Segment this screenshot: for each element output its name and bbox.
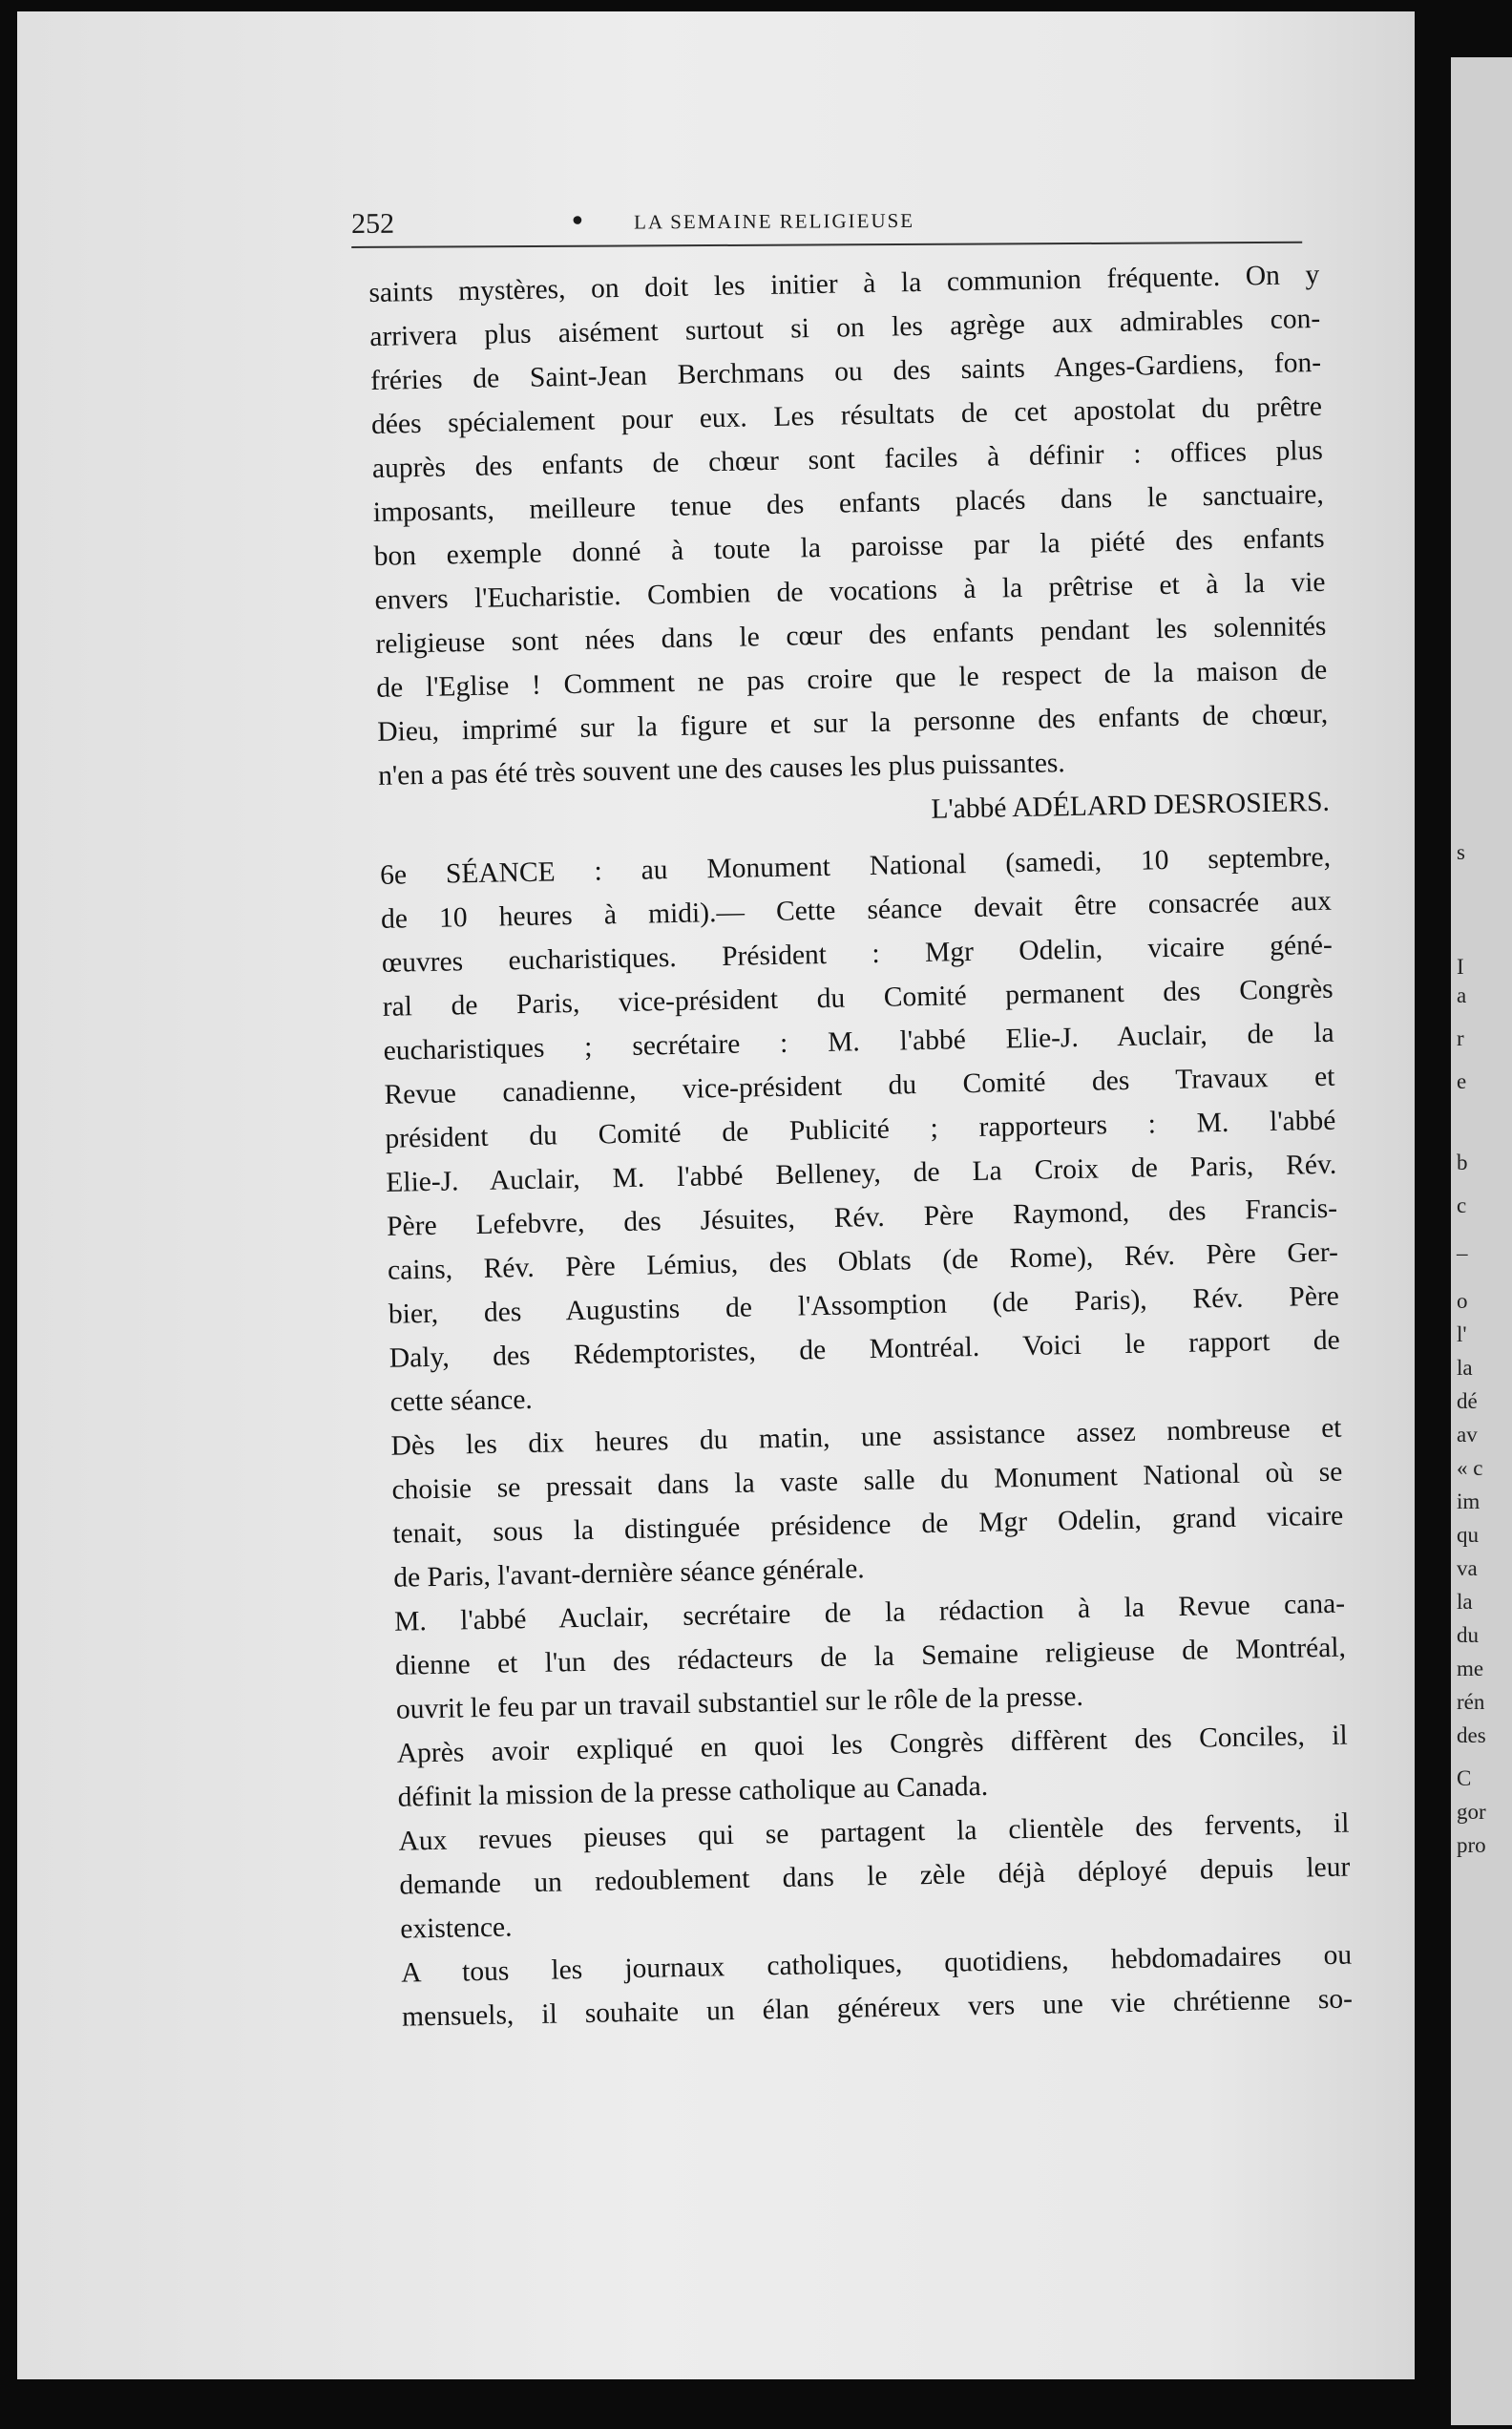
text-line: Dès les dix heures du matin, une assistance assez nombreuse et — [390, 1412, 1342, 1462]
running-title: LA SEMAINE RELIGIEUSE — [634, 208, 915, 234]
adjacent-page-fragment: du — [1457, 1623, 1479, 1647]
text-line: A tous les journaux catholiques, quotidiens, hebdomadaires ou — [400, 1939, 1353, 1989]
adjacent-page-fragment: a — [1457, 983, 1467, 1007]
text-line: Père Lefebvre, des Jésuites, Rév. Père Raymond, des Francis- — [386, 1193, 1338, 1242]
body-text — [368, 253, 1353, 2039]
adjacent-page-fragment: b — [1457, 1151, 1468, 1174]
adjacent-page-fragment: im — [1457, 1489, 1480, 1513]
adjacent-page-fragment: o — [1457, 1289, 1468, 1313]
text-line: Dieu, imprimé sur la figure et sur la personne des enfants de chœur, — [376, 698, 1329, 748]
adjacent-page-fragment: s — [1457, 840, 1465, 864]
page-number: 252 — [351, 207, 395, 240]
text-line: cette séance. — [389, 1383, 534, 1418]
adjacent-page-edge — [1451, 57, 1512, 2425]
adjacent-page-fragment: C — [1457, 1766, 1472, 1790]
adjacent-page-fragment: des — [1457, 1723, 1486, 1747]
adjacent-page-fragment: la — [1457, 1590, 1473, 1614]
adjacent-page-fragment: I — [1457, 955, 1464, 979]
text-line: envers l'Eucharistie. Combien de vocations à la prêtrise et à la vie — [374, 566, 1326, 616]
text-line: Revue canadienne, vice-président du Comité des Travaux et — [384, 1061, 1335, 1110]
text-line: imposants, meilleure tenue des enfants placés dans le sanctuaire, — [372, 478, 1324, 528]
text-line: de l'Eglise ! Comment ne pas croire que le respect de la maison de — [376, 654, 1328, 704]
adjacent-page-fragment: gor — [1457, 1800, 1486, 1824]
text-line: n'en a pas été très souvent une des causes les plus puissantes. — [377, 748, 1066, 792]
adjacent-page-fragment: – — [1457, 1241, 1468, 1265]
text-line: Daly, des Rédemptoristes, de Montréal. Voici le rapport de — [388, 1324, 1340, 1374]
adjacent-page-fragment: dé — [1457, 1389, 1478, 1413]
text-line: dienne et l'un des rédacteurs de la Semaine religieuse de Montréal, — [394, 1632, 1347, 1681]
adjacent-page-fragment: l' — [1457, 1322, 1467, 1346]
adjacent-page-fragment: av — [1457, 1423, 1478, 1447]
text-line: dées spécialement pour eux. Les résultats de cet apostolat du prêtre — [370, 391, 1323, 440]
text-line: 6e SÉANCE : au Monument National (samedi, 10 septembre, — [379, 841, 1332, 891]
text-line: arrivera plus aisément surtout si on les agrège aux admirables con- — [369, 303, 1321, 352]
text-line: auprès des enfants de chœur sont faciles à définir : offices plus — [371, 434, 1324, 484]
adjacent-page-fragment: « c — [1457, 1456, 1483, 1480]
text-line: M. l'abbé Auclair, secrétaire de la rédaction à la Revue cana- — [393, 1588, 1346, 1637]
text-line: de Paris, l'avant-dernière séance générale. — [392, 1553, 865, 1594]
text-line: définit la mission de la presse catholique au Canada. — [397, 1770, 989, 1813]
adjacent-page-fragment: va — [1457, 1556, 1478, 1580]
adjacent-page-fragment: rén — [1457, 1690, 1485, 1714]
text-line: Après avoir expliqué en quoi les Congrès diffèrent des Conciles, il — [396, 1720, 1348, 1769]
adjacent-page-fragment: la — [1457, 1356, 1473, 1380]
adjacent-page-fragment: pro — [1457, 1833, 1486, 1857]
text-line: bier, des Augustins de l'Assomption (de Paris), Rév. Père — [388, 1280, 1340, 1330]
text-line: œuvres eucharistiques. Président : Mgr Odelin, vicaire géné- — [381, 929, 1334, 979]
text-line: Aux revues pieuses qui se partagent la clientèle des fervents, il — [398, 1807, 1350, 1857]
text-line: L'abbé ADÉLARD DESROSIERS. — [931, 786, 1331, 825]
text-line: choisie se pressait dans la vaste salle du Monument National où se — [391, 1456, 1343, 1506]
adjacent-page-fragment: qu — [1457, 1523, 1479, 1547]
text-line: saints mystères, on doit les initier à la communion fréquente. On y — [368, 259, 1320, 308]
text-line: demande un redoublement dans le zèle déjà déployé depuis leur — [399, 1851, 1351, 1901]
text-line: mensuels, il souhaite un élan généreux vers une vie chrétienne so- — [401, 1983, 1354, 2033]
text-line: ouvrit le feu par un travail substantiel sur le rôle de la presse. — [395, 1680, 1084, 1725]
text-line: Elie-J. Auclair, M. l'abbé Belleney, de La Croix de Paris, Rév. — [386, 1149, 1337, 1198]
text-line: tenait, sous la distinguée présidence de Mgr Odelin, grand vicaire — [392, 1500, 1344, 1550]
adjacent-page-fragment: r — [1457, 1026, 1464, 1050]
text-line: cains, Rév. Père Lémius, des Oblats (de Rome), Rév. Père Ger- — [387, 1236, 1339, 1286]
text-line: de 10 heures à midi).— Cette séance devait être consacrée aux — [380, 885, 1333, 935]
text-line: eucharistiques ; secrétaire : M. l'abbé Elie-J. Auclair, de la — [383, 1017, 1334, 1067]
adjacent-page-fragment: c — [1457, 1193, 1467, 1217]
text-line: existence. — [400, 1912, 513, 1945]
text-line: religieuse sont nées dans le cœur des enfants pendant les solennités — [375, 610, 1327, 660]
adjacent-page-fragment: me — [1457, 1657, 1484, 1680]
text-line: bon exemple donné à toute la paroisse par la piété des enfants — [373, 522, 1325, 572]
text-line: ral de Paris, vice-président du Comité permanent des Congrès — [382, 973, 1334, 1023]
header-separator: • — [569, 204, 586, 239]
text-line: président du Comité de Publicité ; rapporteurs : M. l'abbé — [385, 1105, 1336, 1154]
page-header — [351, 200, 1302, 248]
text-line: fréries de Saint-Jean Berchmans ou des saints Anges-Gardiens, fon- — [369, 347, 1322, 396]
adjacent-page-fragment: e — [1457, 1069, 1467, 1093]
